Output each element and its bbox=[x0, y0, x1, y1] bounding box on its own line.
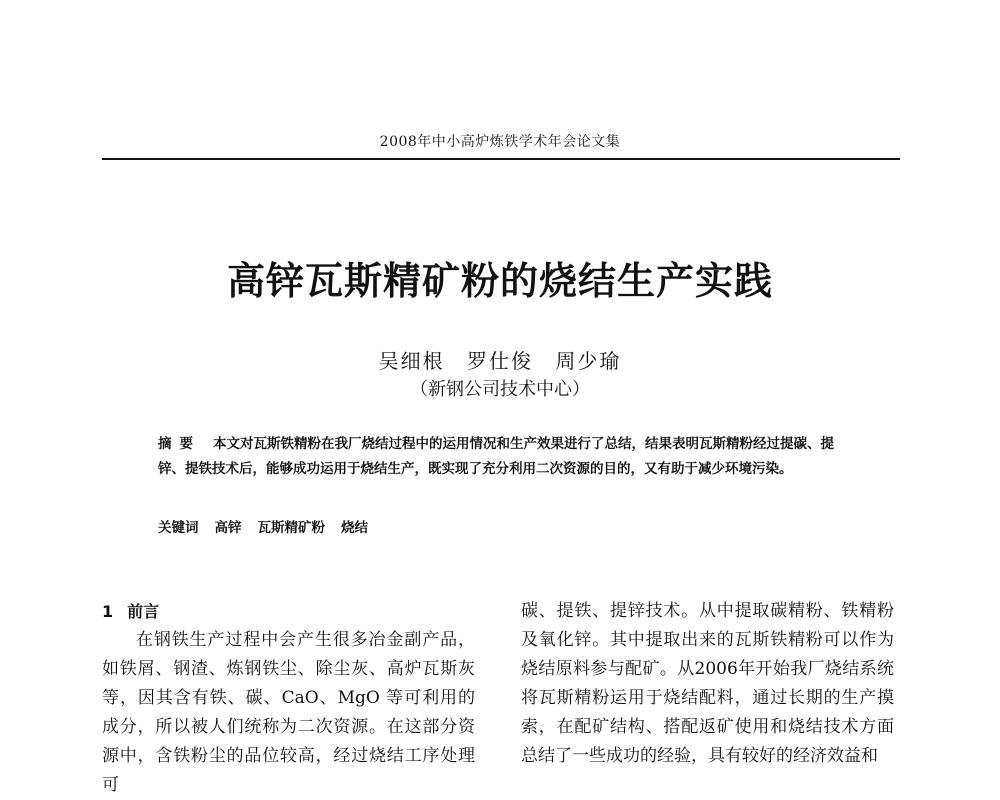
right-column bbox=[521, 597, 894, 771]
body-paragraph-continued: 碳、提铁、提锌技术。从中提取碳精粉、铁精粉及氧化锌。其中提取出来的瓦斯铁精粉可以作为烧结原料参与配矿。从2006年开始我厂烧结系统将瓦斯精粉运用于烧结配料，通过长期的生产摸索，在配矿结构、搭配返矿使用和烧结技术方面总结了一些成功的经验，具有较好的经济效益和 bbox=[521, 601, 894, 766]
abstract bbox=[158, 432, 858, 482]
running-header: 2008年中小高炉炼铁学术年会论文集 bbox=[379, 134, 621, 150]
keyword: 烧结 bbox=[341, 520, 368, 536]
section-number: 1 bbox=[102, 602, 114, 621]
paper-authors: 吴细根 罗仕俊 周少瑜 bbox=[378, 349, 622, 373]
section-heading bbox=[102, 597, 475, 626]
paper-title: 高锌瓦斯精矿粉的烧结生产实践 bbox=[226, 258, 773, 303]
left-column bbox=[102, 597, 475, 800]
section-title: 前言 bbox=[127, 602, 160, 621]
keyword: 瓦斯精矿粉 bbox=[257, 520, 325, 536]
abstract-text: 本文对瓦斯铁精粉在我厂烧结过程中的运用情况和生产效果进行了总结，结果表明瓦斯精粉经过提碳、提锌、提铁技术后，能够成功运用于烧结生产，既实现了充分利用二次资源的目的，又有助于减少环境污染。 bbox=[158, 436, 834, 477]
abstract-label: 摘要 bbox=[158, 436, 201, 452]
paper-affiliation: （新钢公司技术中心） bbox=[410, 379, 590, 400]
keyword: 高锌 bbox=[214, 520, 242, 536]
keywords bbox=[158, 516, 858, 536]
body-paragraph: 在钢铁生产过程中会产生很多冶金副产品，如铁屑、钢渣、炼钢铁尘、除尘灰、高炉瓦斯灰等，因其含有铁、碳、CaO、MgO 等可利用的成分，所以被人们统称为二次资源。在这部分资源中，含铁粉尘的品位较高，经过烧结工序处理可 bbox=[102, 630, 475, 795]
keywords-label: 关键词 bbox=[158, 520, 199, 536]
header-rule bbox=[102, 158, 900, 160]
